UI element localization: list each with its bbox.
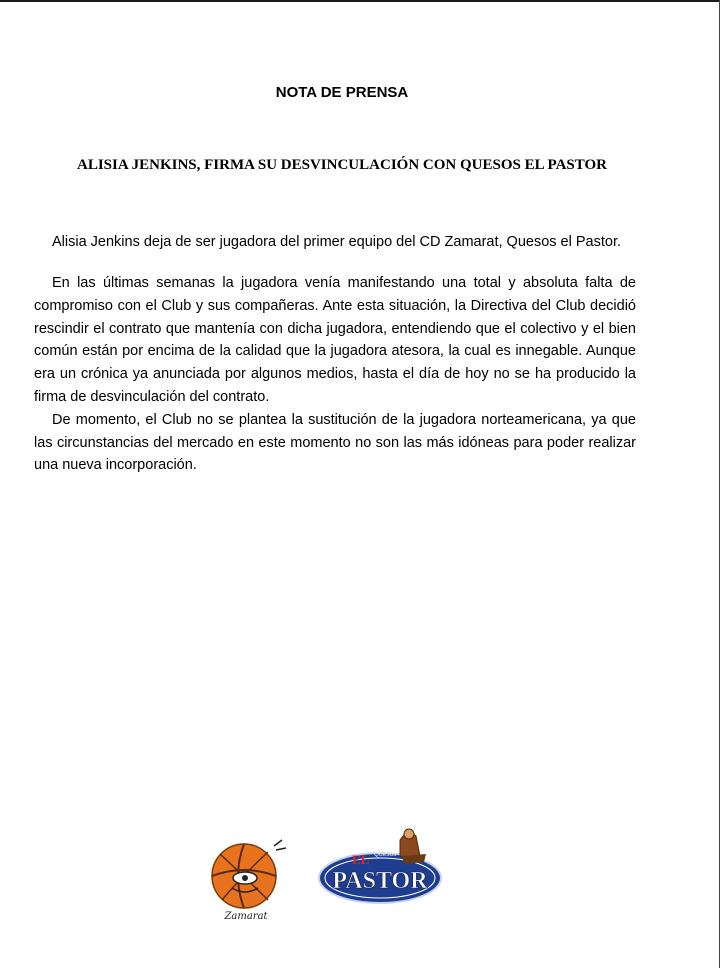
body-text [34,272,636,477]
lead-paragraph: Alisia Jenkins deja de ser jugadora del primer equipo del CD Zamarat, Quesos el Pastor. [52,234,622,250]
paragraph-2: De momento, el Club no se plantea la sustitución de la jugadora norteamericana, ya que las circunstancias del mercado en este momento no son las más idóneas para poder realizar una nueva incorporación. [34,411,636,474]
press-release-title: ALISIA JENKINS, FIRMA SU DESVINCULACIÓN CON QUESOS EL PASTOR [77,157,607,173]
press-release-heading: NOTA DE PRENSA [275,84,409,101]
paragraph-1: En las últimas semanas la jugadora venía manifestando una total y absoluta falta de compromiso con el Club y sus compañeras. Ante esta situación, la Directiva del Club decidió rescindir el contrato que mantenía con dicha jugadora, entendiendo que el colectivo y el bien común están por encima de la calidad que la jugadora atesora, la cual es innegable. Aunque era un crónica ya anunciada por algunos medios, hasta el día de hoy no se ha producido la firma de desvinculación del contrato. [34,275,636,405]
pastor-quesos-text: Quesos [374,851,397,858]
zamarat-logo [206,836,288,922]
pastor-el-text: EL [352,852,370,867]
pastor-name-text: PASTOR [332,868,428,894]
zamarat-text: Zamarat [224,911,268,922]
top-border [0,0,720,2]
el-pastor-logo [316,826,444,906]
